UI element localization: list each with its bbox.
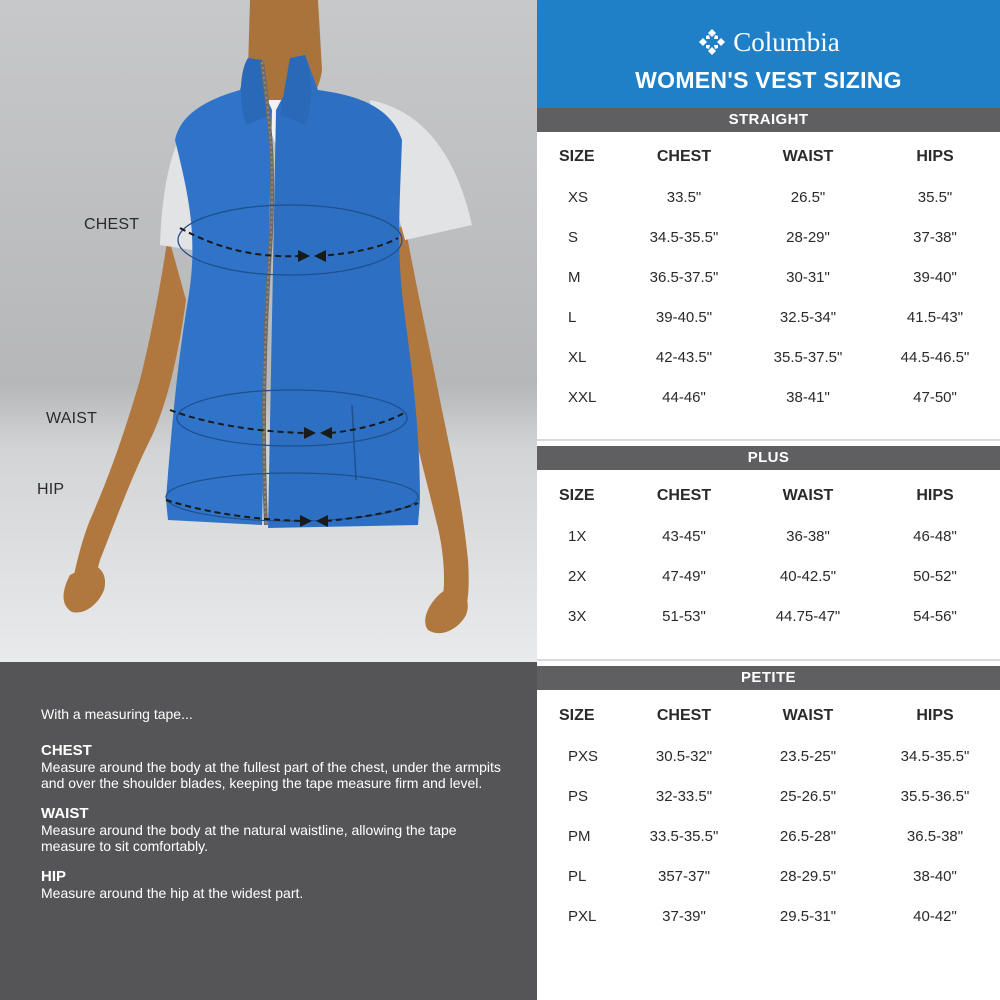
table-row xyxy=(537,736,1000,776)
waist-cell: 28-29.5" xyxy=(779,867,837,885)
table-row xyxy=(537,816,1000,856)
column-header-waist: WAIST xyxy=(782,707,834,724)
waist-cell: 36-38" xyxy=(786,527,830,545)
hips-cell: 35.5-36.5" xyxy=(900,787,970,805)
size-cell: 1X xyxy=(568,527,587,545)
section-header-straight: STRAIGHT xyxy=(537,108,1000,132)
column-header-size: SIZE xyxy=(559,707,595,724)
instruction-text: Measure around the hip at the widest part. xyxy=(41,885,304,901)
size-cell: PS xyxy=(568,787,589,805)
instruction-title: WAIST xyxy=(41,805,89,822)
hips-cell: 36.5-38" xyxy=(906,827,964,845)
size-table-petite xyxy=(537,696,1000,936)
waist-cell: 30-31" xyxy=(786,268,830,286)
table-row xyxy=(537,776,1000,816)
table-row xyxy=(537,856,1000,896)
brand-header xyxy=(537,0,1000,108)
table-row xyxy=(537,516,1000,556)
chest-cell: 44-46" xyxy=(662,388,706,406)
measuring-instructions xyxy=(0,662,537,1000)
chest-cell: 36.5-37.5" xyxy=(649,268,719,286)
column-header-size: SIZE xyxy=(559,487,595,504)
column-header-size: SIZE xyxy=(559,148,595,165)
vest-figure-drawing xyxy=(0,0,537,662)
waist-cell: 26.5-28" xyxy=(779,827,837,845)
waist-cell: 23.5-25" xyxy=(779,747,837,765)
hips-cell: 41.5-43" xyxy=(906,308,964,326)
chest-cell: 33.5-35.5" xyxy=(649,827,719,845)
size-cell: XL xyxy=(568,348,587,366)
size-cell: PL xyxy=(568,867,587,885)
hips-cell: 37-38" xyxy=(913,228,957,246)
column-header-hips: HIPS xyxy=(916,487,954,504)
hips-cell: 47-50" xyxy=(913,388,957,406)
section-divider xyxy=(537,439,1000,441)
chest-cell: 37-39" xyxy=(662,907,706,925)
instruction-title: HIP xyxy=(41,868,67,885)
chest-label: CHEST xyxy=(84,216,140,233)
table-row xyxy=(537,896,1000,936)
waist-cell: 25-26.5" xyxy=(779,787,837,805)
waist-cell: 35.5-37.5" xyxy=(773,348,843,366)
instruction-hip xyxy=(41,868,501,901)
size-table-plus xyxy=(537,476,1000,636)
waist-label: WAIST xyxy=(46,410,98,427)
hips-cell: 40-42" xyxy=(913,907,957,925)
table-header-row xyxy=(537,137,1000,177)
column-header-waist: WAIST xyxy=(782,487,834,504)
table-row xyxy=(537,217,1000,257)
hips-cell: 38-40" xyxy=(913,867,957,885)
table-row xyxy=(537,337,1000,377)
column-header-chest: CHEST xyxy=(656,148,712,165)
waist-cell: 38-41" xyxy=(786,388,830,406)
size-cell: XXL xyxy=(568,388,597,406)
chest-cell: 47-49" xyxy=(662,567,706,585)
size-cell: S xyxy=(568,228,579,246)
table-row xyxy=(537,257,1000,297)
table-row xyxy=(537,377,1000,417)
column-header-waist: WAIST xyxy=(782,148,834,165)
hip-label: HIP xyxy=(37,481,65,498)
size-cell: M xyxy=(568,268,581,286)
size-cell: 3X xyxy=(568,607,587,625)
section-header-plus: PLUS xyxy=(537,446,1000,470)
instruction-chest xyxy=(41,742,501,791)
table-header-row xyxy=(537,696,1000,736)
waist-cell: 29.5-31" xyxy=(779,907,837,925)
chart-title: WOMEN'S VEST SIZING xyxy=(635,67,902,93)
column-header-hips: HIPS xyxy=(916,707,954,724)
brand-row xyxy=(537,26,1000,58)
table-row xyxy=(537,556,1000,596)
waist-cell: 44.75-47" xyxy=(775,607,841,625)
instruction-waist xyxy=(41,805,501,854)
waist-cell: 32.5-34" xyxy=(779,308,837,326)
size-cell: PM xyxy=(568,827,591,845)
waist-cell: 28-29" xyxy=(786,228,830,246)
chest-cell: 39-40.5" xyxy=(655,308,713,326)
chest-cell: 42-43.5" xyxy=(655,348,713,366)
instructions-intro: With a measuring tape... xyxy=(41,706,193,722)
brand-name: Columbia xyxy=(733,26,840,57)
size-cell: PXS xyxy=(568,747,599,765)
hips-cell: 39-40" xyxy=(913,268,957,286)
size-cell: XS xyxy=(568,188,589,206)
hips-cell: 35.5" xyxy=(917,188,953,206)
chest-cell: 357-37" xyxy=(657,867,711,885)
chest-cell: 33.5" xyxy=(666,188,702,206)
size-cell: PXL xyxy=(568,907,597,925)
chest-cell: 43-45" xyxy=(662,527,706,545)
waist-cell: 26.5" xyxy=(790,188,826,206)
chest-cell: 51-53" xyxy=(662,607,706,625)
hips-cell: 46-48" xyxy=(913,527,957,545)
size-cell: 2X xyxy=(568,567,587,585)
table-row xyxy=(537,297,1000,337)
hips-cell: 34.5-35.5" xyxy=(900,747,970,765)
instruction-title: CHEST xyxy=(41,742,92,759)
chest-cell: 32-33.5" xyxy=(655,787,713,805)
table-row xyxy=(537,596,1000,636)
column-header-chest: CHEST xyxy=(656,487,712,504)
column-header-hips: HIPS xyxy=(916,148,954,165)
column-header-chest: CHEST xyxy=(656,707,712,724)
table-header-row xyxy=(537,476,1000,516)
hips-cell: 44.5-46.5" xyxy=(900,348,970,366)
hips-cell: 50-52" xyxy=(913,567,957,585)
size-cell: L xyxy=(568,308,577,326)
table-row xyxy=(537,177,1000,217)
vest-illustration xyxy=(0,0,537,662)
diamond-cluster-icon xyxy=(697,27,727,57)
hips-cell: 54-56" xyxy=(913,607,957,625)
size-table-straight xyxy=(537,137,1000,417)
chest-cell: 30.5-32" xyxy=(655,747,713,765)
waist-cell: 40-42.5" xyxy=(779,567,837,585)
instruction-text: Measure around the body at the fullest part of the chest, under the armpits and over the shoulder blades, keeping the tape measure firm and level. xyxy=(41,759,501,791)
instruction-text: Measure around the body at the natural waistline, allowing the tape measure to sit comfortably. xyxy=(41,822,457,854)
section-header-petite: PETITE xyxy=(537,666,1000,690)
section-divider xyxy=(537,659,1000,661)
chest-cell: 34.5-35.5" xyxy=(649,228,719,246)
